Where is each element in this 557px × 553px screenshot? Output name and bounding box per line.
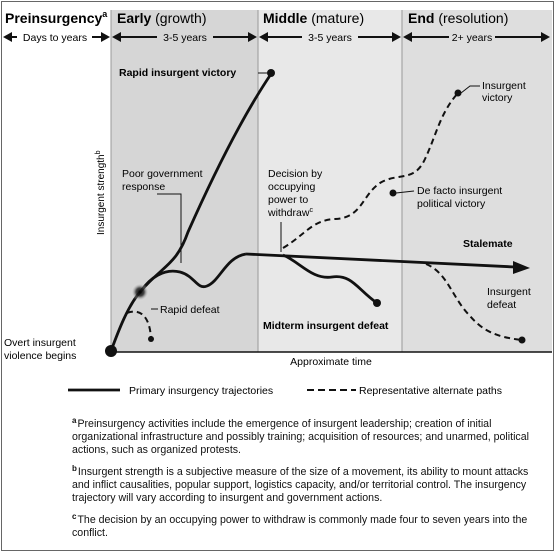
label-insurgent-victory: Insurgent victory xyxy=(482,80,526,104)
phase-title-end xyxy=(408,10,508,26)
branch-glow-point xyxy=(131,283,149,301)
footnotes xyxy=(72,414,532,545)
phase-qualifier: (resolution) xyxy=(438,10,509,26)
duration-label: 3-5 years xyxy=(308,32,352,44)
label-decision-to-withdraw: Decision by occupying power to withdraw$^c$ xyxy=(268,168,323,219)
phase-qualifier: (mature) xyxy=(311,10,365,26)
label-stalemate: Stalemate xyxy=(463,238,513,250)
phase-qualifier: (growth) xyxy=(155,10,207,26)
phase-title-early xyxy=(117,10,207,26)
label-overt-violence: Overt insurgent violence begins xyxy=(4,337,77,362)
legend-alternate-label: Representative alternate paths xyxy=(359,385,503,397)
phase-title-middle xyxy=(263,10,364,26)
footnote-text: The decision by an occupying power to withdraw is commonly made four to seven years into the conflict. xyxy=(72,514,528,539)
footnote-a xyxy=(72,414,532,457)
rapid-defeat-endpoint xyxy=(148,336,154,342)
phase-title-preinsurgency xyxy=(5,9,108,26)
legend xyxy=(68,385,502,397)
footnote-marker: b xyxy=(72,464,77,473)
label-insurgent-defeat: Insurgent defeat xyxy=(487,286,531,311)
midterm-defeat-endpoint xyxy=(373,299,381,307)
end-phase-band xyxy=(402,10,552,352)
duration-label: Days to years xyxy=(22,32,88,44)
note-marker-b: b xyxy=(95,150,102,155)
label-rapid-victory: Rapid insurgent victory xyxy=(119,67,237,79)
duration-label: 3-5 years xyxy=(163,32,207,44)
duration-label: 2+ years xyxy=(451,32,493,44)
note-marker-c: c xyxy=(309,207,313,214)
phase-name: Early xyxy=(117,10,152,26)
insurgent-defeat-endpoint xyxy=(519,337,526,344)
y-axis-label: Insurgent strength$^b$ xyxy=(95,150,107,235)
footnote-b xyxy=(72,462,532,505)
label-de-facto-victory: De facto insurgent political victory xyxy=(417,185,503,210)
phase-name: End xyxy=(408,10,435,26)
footnote-c xyxy=(72,510,532,540)
insurgent-victory-endpoint xyxy=(455,90,462,97)
footnote-marker: a xyxy=(72,416,77,425)
label-rapid-defeat: Rapid defeat xyxy=(160,304,220,316)
x-axis-label: Approximate time xyxy=(290,356,372,368)
phase-name: Middle xyxy=(263,10,308,26)
note-marker-a: a xyxy=(102,9,108,19)
footnote-marker: c xyxy=(72,512,77,521)
phase-name: Preinsurgency xyxy=(5,10,103,26)
overt-violence-start-point xyxy=(105,345,117,357)
footnote-text: Insurgent strength is a subjective measure of the size of a movement, its ability to mount attacks and inflict causalities, popular support, logistics capacity, and/or territorial control. The insurgency trajectory will vary according to insurgent and government actions. xyxy=(72,466,529,504)
rapid-victory-endpoint xyxy=(267,69,275,77)
label-midterm-defeat: Midterm insurgent defeat xyxy=(263,320,389,332)
legend-primary-label: Primary insurgency trajectories xyxy=(129,385,274,397)
label-poor-government: Poor government response xyxy=(122,168,203,193)
duration-arrow-preinsurgency xyxy=(3,30,110,44)
de-facto-victory-point xyxy=(390,190,397,197)
footnote-text: Preinsurgency activities include the emergence of insurgent leadership; creation of initial organizational infrastructure and possibly training; acquisition of resources; and unarmed, political actions, such as organized protests. xyxy=(72,418,529,456)
